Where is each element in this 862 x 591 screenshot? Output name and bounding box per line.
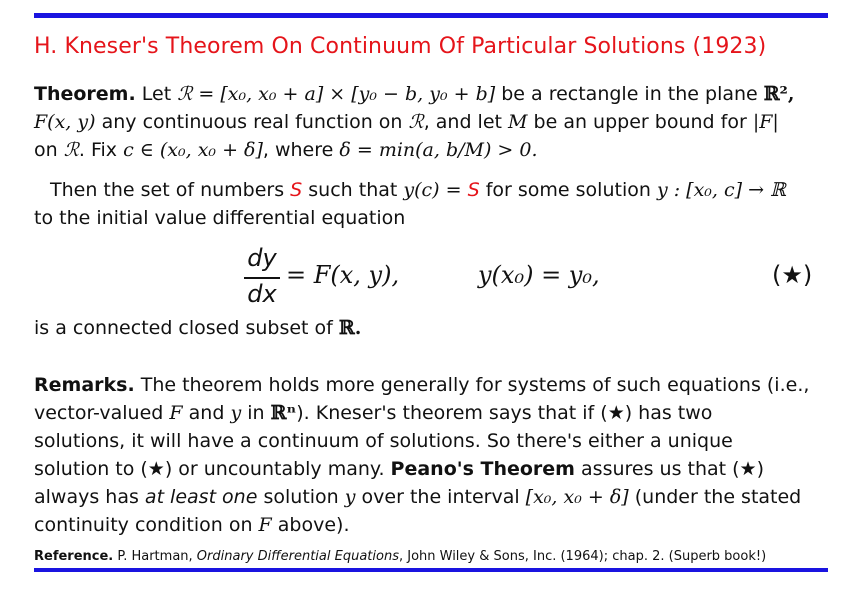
remarks-paragraph xyxy=(34,371,834,539)
reference-label: Reference. xyxy=(34,549,114,564)
differential-equation xyxy=(0,244,862,310)
function-symbol: F xyxy=(258,514,272,536)
solution-map: y : [x₀, c] → ℝ xyxy=(656,179,786,201)
conclusion-line xyxy=(34,314,834,342)
bound-symbol: M xyxy=(508,111,528,133)
top-rule xyxy=(34,13,828,18)
remarks-text: (under the stated xyxy=(634,486,802,508)
reference-author: P. Hartman, xyxy=(117,549,193,564)
theorem-text: , and let xyxy=(423,111,502,133)
c-interval: c ∈ (x₀, x₀ + δ] xyxy=(123,139,263,161)
remarks-text: assures us that (★) xyxy=(581,458,764,480)
remarks-line-1 xyxy=(34,371,834,399)
remarks-text: solution xyxy=(263,486,339,508)
theorem-text: on xyxy=(34,139,58,161)
theorem-line-2 xyxy=(34,108,834,136)
then-line-2: to the initial value differential equation xyxy=(34,207,406,229)
remarks-text: ). Kneser's theorem says that if (★) has two xyxy=(296,402,713,424)
bottom-rule xyxy=(34,568,828,572)
reference-book-title: Ordinary Differential Equations xyxy=(196,549,399,564)
remarks-label: Remarks. xyxy=(34,374,135,396)
remarks-text: solution to (★) or uncountably many. xyxy=(34,458,385,480)
delta-definition: δ = min(a, b/M) > 0. xyxy=(339,139,538,161)
rn-symbol: ℝⁿ xyxy=(270,402,297,424)
remarks-line-2 xyxy=(34,399,834,427)
emphasis-text: at least one xyxy=(144,486,258,508)
yc-equals: y(c) = xyxy=(403,179,462,201)
theorem-text: any continuous real function on xyxy=(101,111,403,133)
rectangle-symbol: ℛ xyxy=(63,139,79,161)
theorem-label: Theorem. xyxy=(34,83,136,105)
interval-math: [x₀, x₀ + δ] xyxy=(525,486,629,508)
remarks-text: in xyxy=(247,402,265,424)
remarks-line-6 xyxy=(34,511,834,539)
theorem-text: Let xyxy=(141,83,172,105)
remarks-text: The theorem holds more generally for systems of such equations (i.e., xyxy=(140,374,810,396)
rectangle-definition: ℛ = [x₀, x₀ + a] × [y₀ − b, y₀ + b] xyxy=(177,83,496,105)
page-title: H. Kneser's Theorem On Continuum Of Particular Solutions (1923) xyxy=(34,34,767,59)
remarks-text: over the interval xyxy=(361,486,520,508)
function-symbol: F xyxy=(169,402,183,424)
theorem-line-1 xyxy=(34,80,834,108)
theorem-text: , where xyxy=(262,139,334,161)
fraction-numerator: dy xyxy=(247,244,277,272)
initial-condition: y(x₀) = y₀, xyxy=(478,261,600,289)
theorem-text: . Fix xyxy=(78,139,118,161)
then-line-1 xyxy=(50,176,850,204)
conclusion-text: is a connected closed subset of xyxy=(34,317,333,339)
equation-tag: (★) xyxy=(772,261,813,289)
then-text: Then the set of numbers xyxy=(50,179,285,201)
plane-symbol: ℝ², xyxy=(763,83,795,105)
function-symbol: F(x, y) xyxy=(34,111,96,133)
remarks-line-5 xyxy=(34,483,834,511)
remarks-line-4 xyxy=(34,455,834,483)
remarks-text: vector-valued xyxy=(34,402,164,424)
reals-symbol: ℝ. xyxy=(338,317,362,339)
remarks-text: above). xyxy=(277,514,350,536)
remarks-text: continuity condition on xyxy=(34,514,253,536)
theorem-paragraph xyxy=(34,80,834,164)
y-symbol: y xyxy=(344,486,356,508)
remarks-text: always has xyxy=(34,486,139,508)
reference-details: , John Wiley & Sons, Inc. (1964); chap. 2. (Superb book!) xyxy=(398,549,767,564)
rectangle-symbol: ℛ xyxy=(408,111,424,133)
y-symbol: y xyxy=(230,402,242,424)
remarks-text: and xyxy=(188,402,225,424)
equation-rhs: = F(x, y), xyxy=(286,261,400,289)
then-text: such that xyxy=(308,179,398,201)
peano-theorem-name: Peano's Theorem xyxy=(390,458,575,480)
fraction-bar xyxy=(244,277,280,279)
then-text: for some solution xyxy=(485,179,651,201)
set-s-symbol: S xyxy=(290,179,303,201)
theorem-text: be a rectangle in the plane xyxy=(501,83,758,105)
remarks-line-3: solutions, it will have a continuum of solutions. So there's either a unique xyxy=(34,430,733,452)
abs-f-symbol: |F| xyxy=(752,111,779,133)
fraction-denominator: dx xyxy=(247,280,277,308)
theorem-line-3 xyxy=(34,136,834,164)
theorem-text: be an upper bound for xyxy=(533,111,747,133)
reference-line xyxy=(34,549,766,564)
set-s-symbol: S xyxy=(467,179,480,201)
